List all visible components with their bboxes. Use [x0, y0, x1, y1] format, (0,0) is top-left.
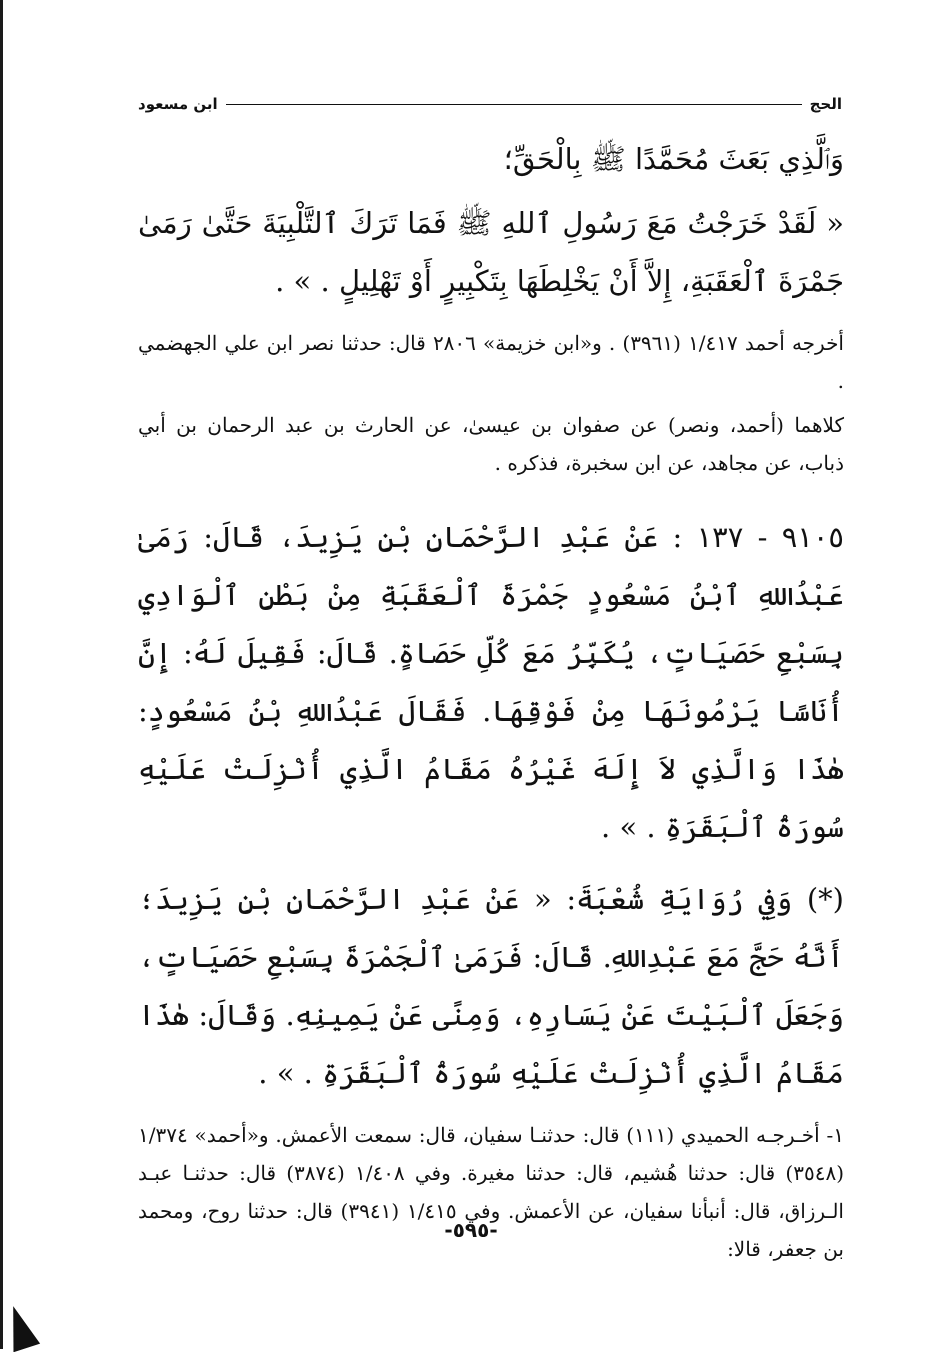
hadith-text: « لَقَدْ خَرَجْتُ مَعَ رَسُولِ ٱللهِ ﷺ فَمَا تَرَكَ ٱلتَّلْبِيَةَ حَتَّىٰ رَمَىٰ جَمْرَةَ ٱلْعَقَبَةِ، إِلاَّ أَنْ يَخْلِطَهَا بِتَكْبِيرٍ أَوْ تَهْلِيلٍ . » . [138, 206, 844, 298]
running-header [138, 92, 842, 116]
takhrij-note: أخرجه أحمد ١/٤١٧ (٣٩٦١) . و«ابن خزيمة» ٢٨٠٦ قال: حدثنا نصر ابن علي الجهضمي . [138, 331, 844, 393]
hadith-9105: ٩١٠٥ - ١٣٧ : عَنْ عَبْدِ الرَّحْمَانِ بْنِ يَزِيدَ، قَالَ: رَمَىٰ عَبْدُاللهِ ٱبْنُ مَسْعُودٍ جَمْرَةَ ٱلْعَقَبَةِ مِنْ بَطْنِ ٱلْوَادِي بِسَبْعِ حَصَيَاتٍ، يُكَبِّرُ مَعَ كُلِّ حَصَاةٍ. قَالَ: فَقِيلَ لَهُ: إِنَّ أُنَاسًا يَرْمُونَهَا مِنْ فَوْقِهَا. فَقَالَ عَبْدُاللهِ بْنُ مَسْعُودٍ: هٰذَا وَالَّذِي لاَ إِلَهَ غَيْرُهُ مَقَامُ الَّذِي أُنْزِلَتْ عَلَيْهِ سُورَةُ ٱلْبَقَرَةِ . » . [138, 520, 844, 844]
isnad-note: كلاهما (أحمد، ونصر) عن صفوان بن عيسىٰ، عن الحارث بن عبد الرحمان بن أبي ذباب، عن مجاهد، عن ابن سخبرة، فذكره . [138, 413, 844, 475]
takhrij-list: ١- أخـرجـه الحميدي (١١١) قال: حدثنـا سفيان، قال: سمعت الأعمش. و«أحمد» ١/٣٧٤ (٣٥٤٨) قال: حدثنا هُشيم، قال: حدثنا مغيرة. وفي ١/٤٠٨ (٣٨٧٤) قال: حدثنـا عبـد الـرزاق، قال: أنبأنا سفيان، عن الأعمش. وفي ١/٤١٥ (٣٩٤١) قال: حدثنا روح، ومحمد بن جعفر، قالا: [138, 1123, 845, 1261]
page-number: -٥٩٥- [444, 1218, 498, 1242]
header-chapter: الحج [809, 95, 842, 113]
corner-mark-icon [0, 1302, 40, 1352]
shuba-narration: (*) وَفِي رُوَايَةِ شُعْبَةَ: « عَنْ عَبْدِ الرَّحْمَانِ بْنِ يَزِيدَ؛ أَنَّهُ حَجَّ مَعَ عَبْدِاللهِ. قَالَ: فَرَمَىٰ ٱلْجَمْرَةَ بِسَبْعِ حَصَيَاتٍ، وَجَعَلَ ٱلْبَيْتَ عَنْ يَسَارِهِ، وَمِنًى عَنْ يَمِينِهِ. وَقَالَ: هٰذَا مَقَامُ الَّذِي أُنْزِلَتْ عَلَيْهِ سُورَةُ ٱلْبَقَرَةِ . » . [138, 882, 844, 1090]
page-body [138, 130, 844, 1268]
page-edge-line [0, 0, 3, 1349]
header-rule [226, 104, 802, 105]
header-narrator: ابن مسعود [138, 95, 218, 113]
hadith-oath-line: وَٱلَّذِي بَعَثَ مُحَمَّدًا ﷺ بِالْحَقِّ؛ [503, 142, 844, 176]
